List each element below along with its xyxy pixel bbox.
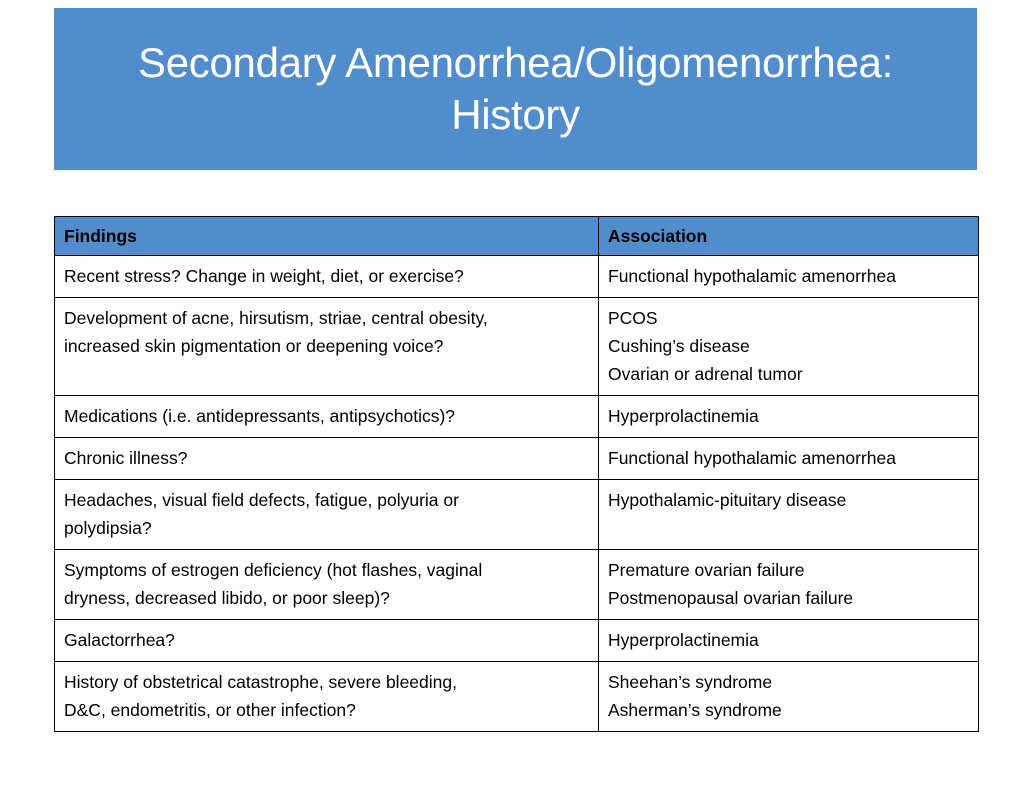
table-row xyxy=(55,298,979,396)
slide-title-line-1: Secondary Amenorrhea/Oligomenorrhea: xyxy=(138,39,893,86)
finding-cell-line: polydipsia? xyxy=(64,518,152,538)
finding-cell-line: Headaches, visual field defects, fatigue, polyuria or xyxy=(64,490,459,510)
association-cell xyxy=(599,396,979,438)
association-cell xyxy=(599,256,979,298)
table-row xyxy=(55,480,979,550)
finding-cell xyxy=(55,256,599,298)
finding-cell xyxy=(55,298,599,396)
finding-cell-line: Chronic illness? xyxy=(64,448,188,468)
table-row xyxy=(55,550,979,620)
finding-cell xyxy=(55,620,599,662)
association-cell-line: Hypothalamic-pituitary disease xyxy=(608,490,847,510)
table-row xyxy=(55,396,979,438)
association-cell-line: Functional hypothalamic amenorrhea xyxy=(608,266,896,286)
association-cell xyxy=(599,550,979,620)
association-cell-line: Hyperprolactinemia xyxy=(608,406,759,426)
association-cell xyxy=(599,438,979,480)
history-table xyxy=(54,216,979,732)
table-row xyxy=(55,620,979,662)
finding-cell-line: Medications (i.e. antidepressants, antipsychotics)? xyxy=(64,406,456,426)
header-findings: Findings xyxy=(55,217,599,256)
finding-cell xyxy=(55,396,599,438)
finding-cell-line: Symptoms of estrogen deficiency (hot flashes, vaginal xyxy=(64,560,483,580)
finding-cell xyxy=(55,438,599,480)
finding-cell-line: History of obstetrical catastrophe, severe bleeding, xyxy=(64,672,457,692)
association-cell xyxy=(599,620,979,662)
finding-cell xyxy=(55,550,599,620)
table-row xyxy=(55,662,979,732)
association-cell-line: Cushing’s disease xyxy=(608,336,750,356)
header-association: Association xyxy=(599,217,979,256)
association-cell xyxy=(599,662,979,732)
table-header-row xyxy=(55,217,979,256)
table-row xyxy=(55,256,979,298)
association-cell-line: Sheehan’s syndrome xyxy=(608,672,773,692)
title-banner xyxy=(54,8,977,170)
association-cell-line: Asherman’s syndrome xyxy=(608,700,782,720)
finding-cell-line: D&C, endometritis, or other infection? xyxy=(64,700,356,720)
slide-title xyxy=(138,37,893,141)
finding-cell-line: dryness, decreased libido, or poor sleep)? xyxy=(64,588,390,608)
finding-cell-line: Galactorrhea? xyxy=(64,630,175,650)
finding-cell-line: Recent stress? Change in weight, diet, or exercise? xyxy=(64,266,464,286)
association-cell xyxy=(599,298,979,396)
finding-cell-line: Development of acne, hirsutism, striae, central obesity, xyxy=(64,308,488,328)
table-body xyxy=(55,256,979,732)
table-row xyxy=(55,438,979,480)
association-cell-line: Premature ovarian failure xyxy=(608,560,805,580)
association-cell-line: Ovarian or adrenal tumor xyxy=(608,364,803,384)
association-cell-line: Functional hypothalamic amenorrhea xyxy=(608,448,896,468)
association-cell-line: Postmenopausal ovarian failure xyxy=(608,588,854,608)
finding-cell-line: increased skin pigmentation or deepening voice? xyxy=(64,336,444,356)
association-cell xyxy=(599,480,979,550)
association-cell-line: PCOS xyxy=(608,308,658,328)
slide-title-line-2: History xyxy=(451,91,580,138)
finding-cell xyxy=(55,662,599,732)
association-cell-line: Hyperprolactinemia xyxy=(608,630,759,650)
finding-cell xyxy=(55,480,599,550)
